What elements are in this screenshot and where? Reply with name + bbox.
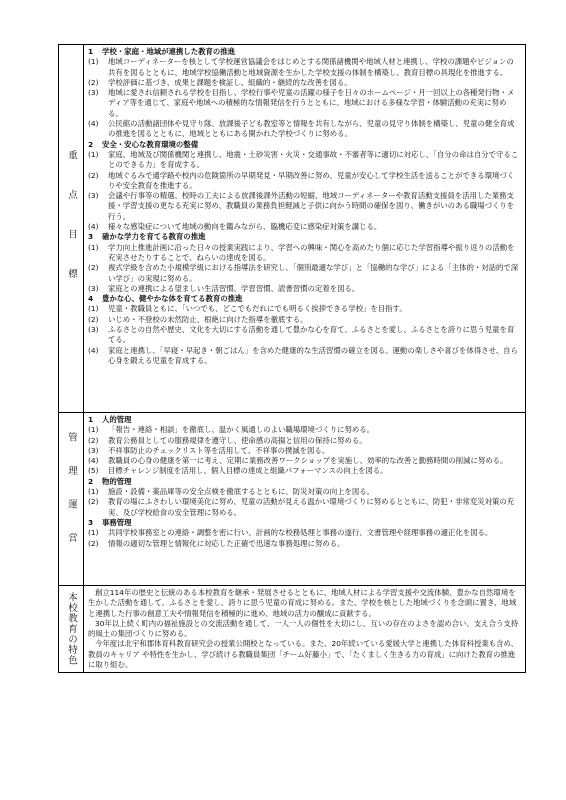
school-features-body	[84, 586, 525, 672]
list-item: (4) 様々な感染症について地域の動向を鑑みながら、臨機応変に感染症対策を講じる。	[88, 222, 382, 232]
group-heading: 2 物的管理	[88, 476, 132, 486]
list-item: (2) 学校評価に基づき、成果と課題を検証し、組織的・継続的な改善を図る。	[88, 77, 352, 87]
priority-goals-row	[59, 45, 525, 412]
feature-paragraph: 創立114年の歴史と伝統のある本校教育を継承・発展させるとともに、地域人材による学習支援や交流体験、豊かな自然環境を生かした活動を通して、ふるさとを愛し、誇りに思う児童の育成に努める。また、学校を核とした地域づくりを念頭に置き、地域と連携した行事の創意工夫や情報発信を積極的に進め、地域の活力の醸成に貢献する。	[88, 588, 517, 618]
group-heading: 1 学校・家庭・地域が連携した教育の推進	[88, 47, 236, 56]
list-item: (3) ふるさとの自然や歴史、文化を大切にする活動を通して豊かな心を育て、ふるさとを愛し、ふるさとを誇りに思う児童を育てる。	[88, 325, 515, 345]
feature-paragraph: 30年以上続く町内の福祉施設との交流活動を通して、一人一人の個性を大切にし、互いの存在のよさを認め合い、支え合う支持的風土の集団づくりに努める。	[88, 618, 519, 639]
list-item: (3) 不祥事防止のチェックリスト等を活用して、不祥事の撲滅を図る。	[88, 445, 330, 455]
list-item: (1) 施設・設備・薬品庫等の安全点検を徹底するとともに、防災対策の向上を図る。	[88, 487, 375, 497]
list-item: (4) 公民館の活動諸団体や見守り隊、放課後子ども教室等と情報を共有しながら、児童の見守り体制を構築し、児童の健全育成の推進を図るとともに、地域とともにある開かれた学校づくりに努める。	[88, 119, 515, 139]
management-body	[84, 413, 525, 585]
management-row	[59, 412, 525, 585]
list-item: (2) いじめ・不登校の未然防止、根絶に向けた指導を徹底する。	[88, 314, 308, 324]
list-item: (1) 学力向上推進計画に沿った日々の授業実践により、学習への興味・関心を高めたり個に応じた学習指導や振り返りの活動を充実させたりすることで、ねらいの達成を図る。	[88, 242, 515, 262]
list-item: (2) 教育公務員としての服務規律を遵守し、使命感の高揚と信用の保持に努める。	[88, 435, 367, 445]
row-label-priority-goals: 重点目標	[59, 45, 84, 412]
group-heading: 4 豊かな心、健やかな体を育てる教育の推進	[88, 294, 243, 304]
school-plan-table	[58, 44, 526, 673]
list-item: (2) 教育の場にふさわしい環境美化に努め、児童の活動が見える温かい環境づくりに努めるとともに、防犯・非常変災対策の充実、及び学校給食の安全管理に努める。	[88, 497, 515, 517]
list-item: (1) 共同学校事務室との連絡・調整を密に行い、計画的な校務処理と事務の遂行、文書管理や経理事務の適正化を図る。	[88, 528, 493, 538]
group-heading: 2 安全・安心な教育環境の整備	[88, 139, 199, 149]
list-item: (1) 家庭、地域及び関係機関と連携し、地震・土砂災害・火災・交通事故・不審者等に適切に対応し、「自分の命は自分で守ることのできる力」を育成する。	[88, 149, 519, 170]
row-label-management: 管理運営	[59, 413, 84, 585]
list-item: (3) 会議や行事等の精選、校時の工夫による放課後課外活動の短縮、地域コーディネーターや教育活動支援員を活用した業務支援・学習支援の更なる充実に努め、教職員の業務負担軽減と子供に向かう時間の確保を図り、働きがいのある職場づくりを行う。	[88, 191, 515, 221]
list-item: (4) 教職員の心身の健康を第一に考え、定期に業務改善ワークショップを実施し、効率的な改善と勤務時間の削減に努める。	[88, 456, 508, 466]
list-item: (3) 家庭との連携による望ましい生活習慣、学習習慣、読書習慣の定着を図る。	[88, 283, 360, 293]
list-item: (1) 地域コーディネーターを核として学校運営協議会をはじめとする関係諸機関や地域人材と連携し、学校の課題やビジョンの共有を図るとともに、地域学校協働活動と地域資源を生かした学校支援の体制を構築し、教育目標の具現化を推進する。	[88, 57, 514, 77]
group-heading: 1 人的管理	[88, 415, 132, 424]
list-item: (5) 目標チャレンジ制度を活用し、個人目標の達成と組織パフォーマンスの向上を図る。	[88, 466, 388, 476]
group-heading: 3 事務管理	[88, 517, 132, 527]
feature-paragraph: 今年度は北宇和郡体育科教育研究会の授業公開校となっている。また、20年続いている愛媛大学と連携した体育科授業も含め、教員のキャリア や特性を生かし、学び続ける教職員集団「チーム好藤小」で、「たくましく生きる力の育成」に向けた教育の推進に取り組む。	[88, 639, 518, 670]
priority-goals-body	[84, 45, 525, 412]
list-item: (2) 地域ぐるみで通学路や校内の危険箇所の早期発見・早期改善に努め、児童が安心して学校生活を送ることができる環境づくりや安全教育を推進する。	[88, 170, 515, 190]
list-item: (2) 複式学級を含めた小規模学級における指導法を研究し、「個別最適な学び」と「協働的な学び」による「主体的・対話的で深い学び」の実現に努める。	[88, 263, 519, 283]
list-item: (2) 情報の適切な管理と情報化に対応した正確で迅速な事務処理に努める。	[88, 538, 345, 548]
row-label-school-features: 本校教育の特色	[59, 586, 84, 672]
school-features-row	[59, 585, 525, 672]
group-heading: 3 確かな学力を育てる教育の推進	[88, 232, 206, 242]
list-item: (1) 「報告・連絡・相談」を徹底し、温かく風通しのよい職場環境づくりに努める。	[88, 425, 375, 435]
list-item: (3) 地域に愛され信頼される学校を目指し、学校行事や児童の活躍の様子を日々のホームページ・月一回以上の各種発行物・メディア等を通じて、家庭や地域への積極的な情報発信を行うとともに、地域における多様な学習・体験活動の充実に努める。	[88, 88, 515, 118]
list-item: (4) 家庭と連携し、「早寝・早起き・朝ごはん」を含めた健康的な生活習慣の確立を図る。運動の楽しさや喜びを体得させ、自ら心身を鍛える児童を育成する。	[88, 345, 518, 365]
list-item: (1) 児童・教職員ともに、「いつでも、どこでもだれにでも明るく挨拶できる学校」を目指す。	[88, 304, 407, 314]
